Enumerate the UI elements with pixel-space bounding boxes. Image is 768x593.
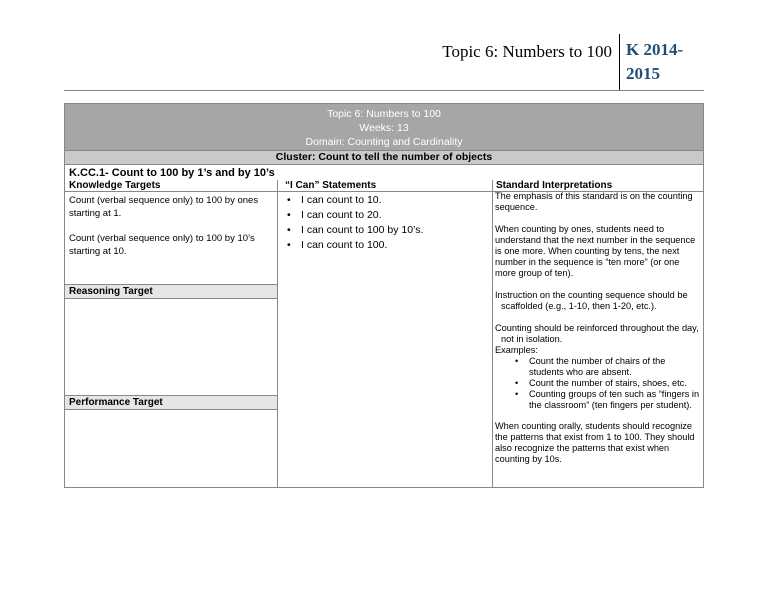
banner-weeks: Weeks: 13 — [359, 122, 409, 134]
knowledge-target-1: Count (verbal sequence only) to 100 by ones starting at 1. — [69, 195, 259, 219]
header-divider — [619, 34, 620, 90]
page-header — [0, 34, 768, 92]
interp-paragraph-2: When counting by ones, students need to understand that the next number in the sequence is one more. When counting by tens, the next number in the sequence is “ten more” (or one more group of ten). — [495, 224, 696, 278]
interp-example: • Count the number of stairs, shoes, etc. — [515, 378, 701, 389]
ican-item: • I can count to 20. — [287, 208, 487, 223]
banner-domain: Domain: Counting and Cardinality — [305, 136, 463, 148]
knowledge-targets-header: Knowledge Targets — [69, 180, 161, 191]
performance-target-header: Performance Target — [65, 395, 277, 410]
banner-topic: Topic 6: Numbers to 100 — [327, 108, 441, 120]
interp-example: • Count the number of chairs of the students who are absent. — [515, 356, 701, 378]
header-title: Topic 6: Numbers to 100 — [442, 42, 612, 61]
column-divider-2 — [492, 180, 493, 488]
interp-examples-list — [515, 356, 701, 411]
header-year-line1: K 2014- — [626, 40, 684, 59]
standard-interpretations — [495, 191, 701, 476]
ican-item: • I can count to 10. — [287, 193, 487, 208]
header-rule — [64, 90, 704, 91]
ican-item: • I can count to 100 by 10’s. — [287, 223, 487, 238]
header-year — [626, 38, 683, 86]
interp-paragraph-4: Counting should be reinforced throughout the day, not in isolation. — [495, 323, 699, 344]
cluster-row: Cluster: Count to tell the number of objects — [65, 150, 703, 165]
topic-banner — [65, 104, 703, 150]
knowledge-target-2: Count (verbal sequence only) to 100 by 10’s starting at 10. — [69, 233, 255, 257]
header-year-line2: 2015 — [626, 64, 660, 83]
ican-list — [287, 193, 487, 253]
ican-item: • I can count to 100. — [287, 238, 487, 253]
interp-paragraph-1: The emphasis of this standard is on the counting sequence. — [495, 191, 693, 212]
knowledge-targets — [69, 194, 273, 270]
interp-paragraph-5: When counting orally, students should recognize the patterns that exist from 1 to 100. They should also recognize the patterns that exist when counting by 10s. — [495, 421, 695, 464]
ican-header: “I Can” Statements — [285, 180, 377, 191]
interp-examples-label: Examples: — [495, 345, 538, 355]
interp-paragraph-3: Instruction on the counting sequence should be scaffolded (e.g., 1-10, then 1-20, etc.). — [495, 290, 688, 311]
interp-example: • Counting groups of ten such as “fingers in the classroom” (ten fingers per student). — [515, 389, 701, 411]
standard-heading: K.CC.1- Count to 100 by 1’s and by 10’s — [69, 167, 275, 179]
interpretations-header: Standard Interpretations — [496, 180, 613, 191]
standards-table — [64, 103, 704, 488]
column-divider-1 — [277, 180, 278, 488]
reasoning-target-header: Reasoning Target — [65, 284, 277, 299]
